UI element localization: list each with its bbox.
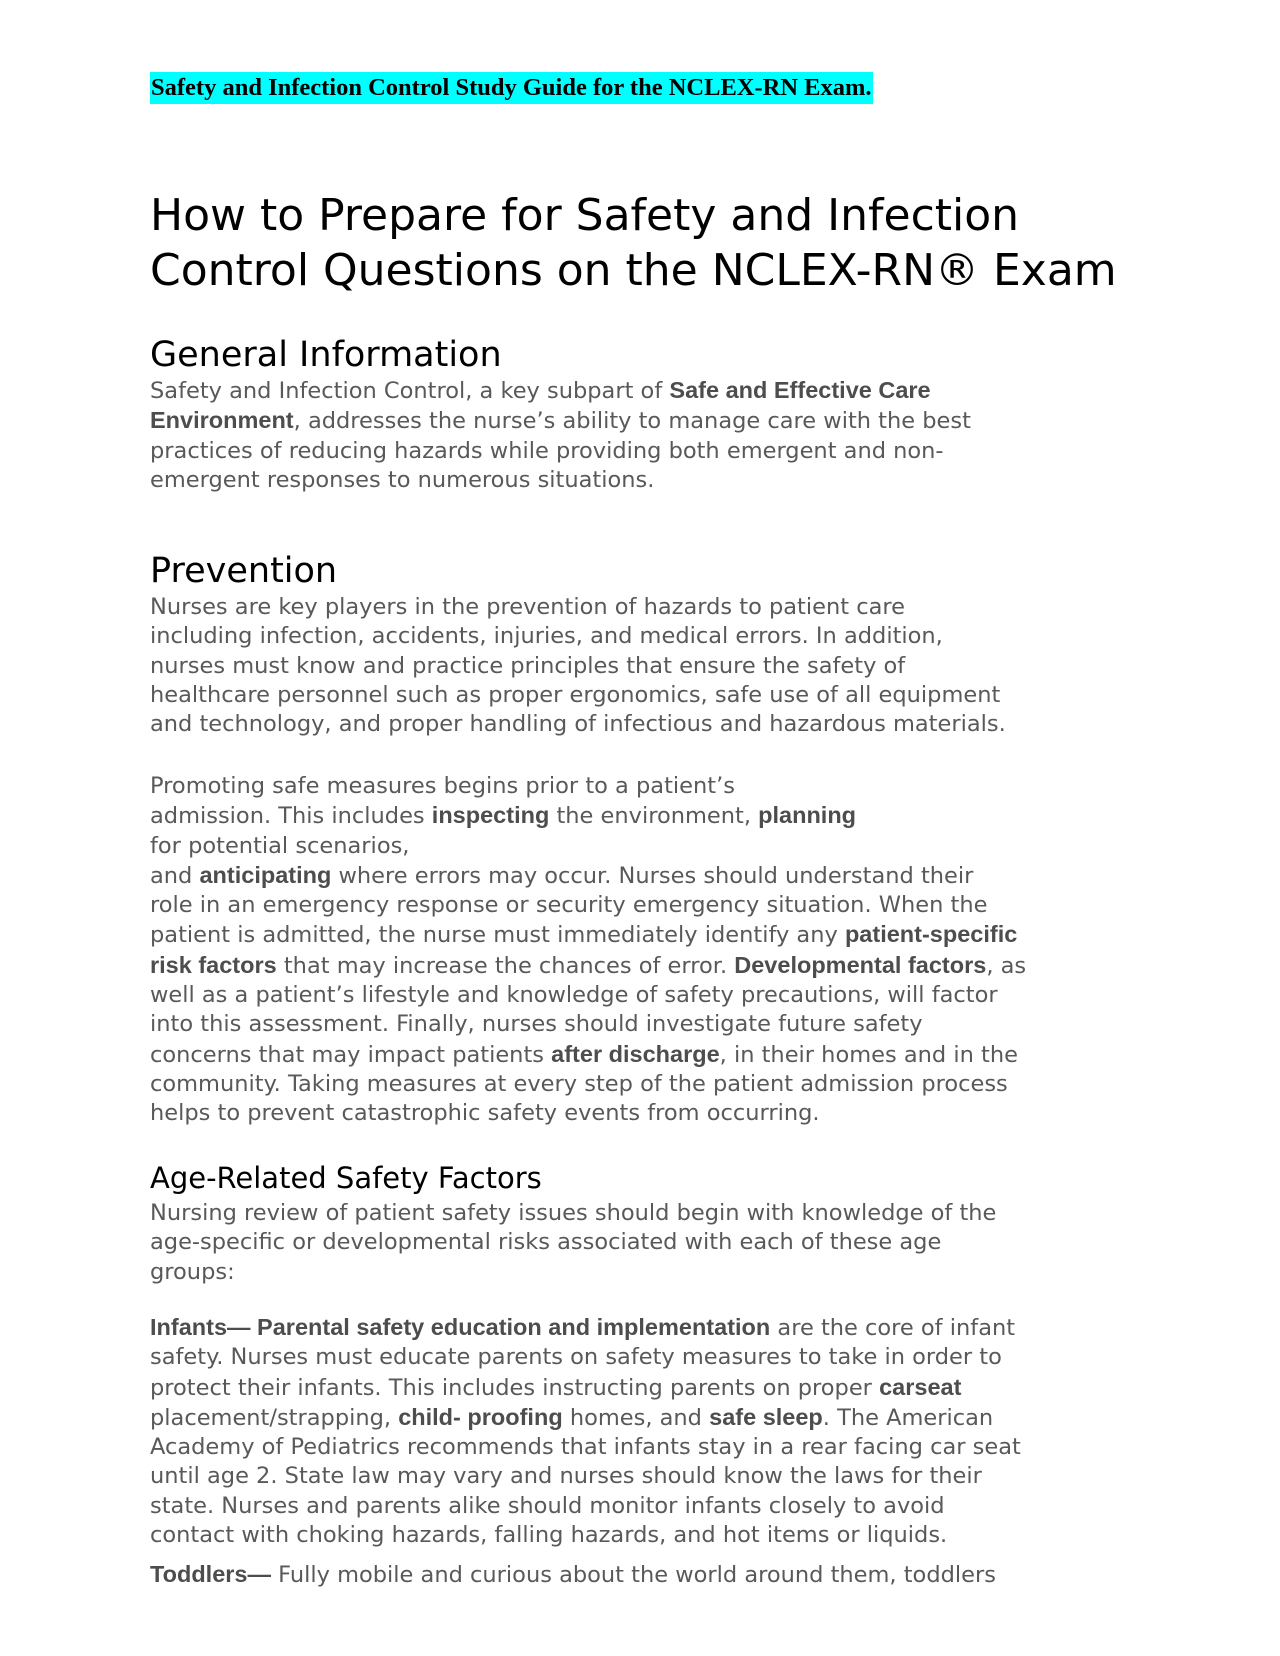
age-related-intro-paragraph: Nursing review of patient safety issues should begin with knowledge of the age-specific or developmental risks associated with each of these age groups: bbox=[150, 1200, 997, 1285]
page-title bbox=[150, 188, 1130, 298]
infants-paragraph: Infants— Parental safety education and implementation are the core of infant safety. Nurses must educate parents on safety measures to take in order to protect their infants. This includes instructing parents on proper carseat placement/strapping, child- proofing homes, and safe sleep. The American Academy of Pediatrics recommends that infants stay in a rear facing car seat until age 2. State law may vary and nurses should know the laws for their state. Nurses and parents alike should monitor infants closely to avoid contact with choking hazards, falling hazards, and hot items or liquids. bbox=[150, 1314, 1021, 1549]
toddlers-paragraph: Toddlers— Fully mobile and curious about the world around them, toddlers bbox=[150, 1561, 996, 1588]
study-guide-banner: Safety and Infection Control Study Guide for the NCLEX-RN Exam. bbox=[150, 72, 873, 104]
prevention-paragraph-1: Nurses are key players in the prevention of hazards to patient care including infection, accidents, injuries, and medical errors. In addition, nurses must know and practice principles that ensure the safety of healthcare personnel such as proper ergonomics, safe use of all equipment and technology, and proper handling of infectious and hazardous materials. bbox=[150, 594, 1006, 738]
title-line-1: How to Prepare for Safety and Infection bbox=[150, 190, 1020, 241]
prevention-heading: Prevention bbox=[150, 551, 338, 591]
general-information-heading: General Information bbox=[150, 335, 502, 375]
title-line-2: Control Questions on the NCLEX-RN® Exam bbox=[150, 245, 1117, 296]
general-information-paragraph: Safety and Infection Control, a key subpart of Safe and Effective Care Environment, addresses the nurse’s ability to manage care with the best practices of reducing hazards while providing both emergent and non- emergent responses to numerous situations. bbox=[150, 377, 971, 493]
prevention-paragraph-2: Promoting safe measures begins prior to a patient’s admission. This includes inspecting the environment, planning for potential scenarios, and anticipating where errors may occur. Nurses should understand their role in an emergency response or security emergency situation. When the patient is admitted, the nurse must immediately identify any patient-specific risk factors that may increase the chances of error. Developmental factors, as well as a patient’s lifestyle and knowledge of safety precautions, will factor into this assessment. Finally, nurses should investigate future safety concerns that may impact patients after discharge, in their homes and in the community. Taking measures at every step of the patient admission process helps to prevent catastrophic safety events from occurring. bbox=[150, 773, 1027, 1127]
age-related-safety-heading: Age-Related Safety Factors bbox=[150, 1161, 542, 1195]
